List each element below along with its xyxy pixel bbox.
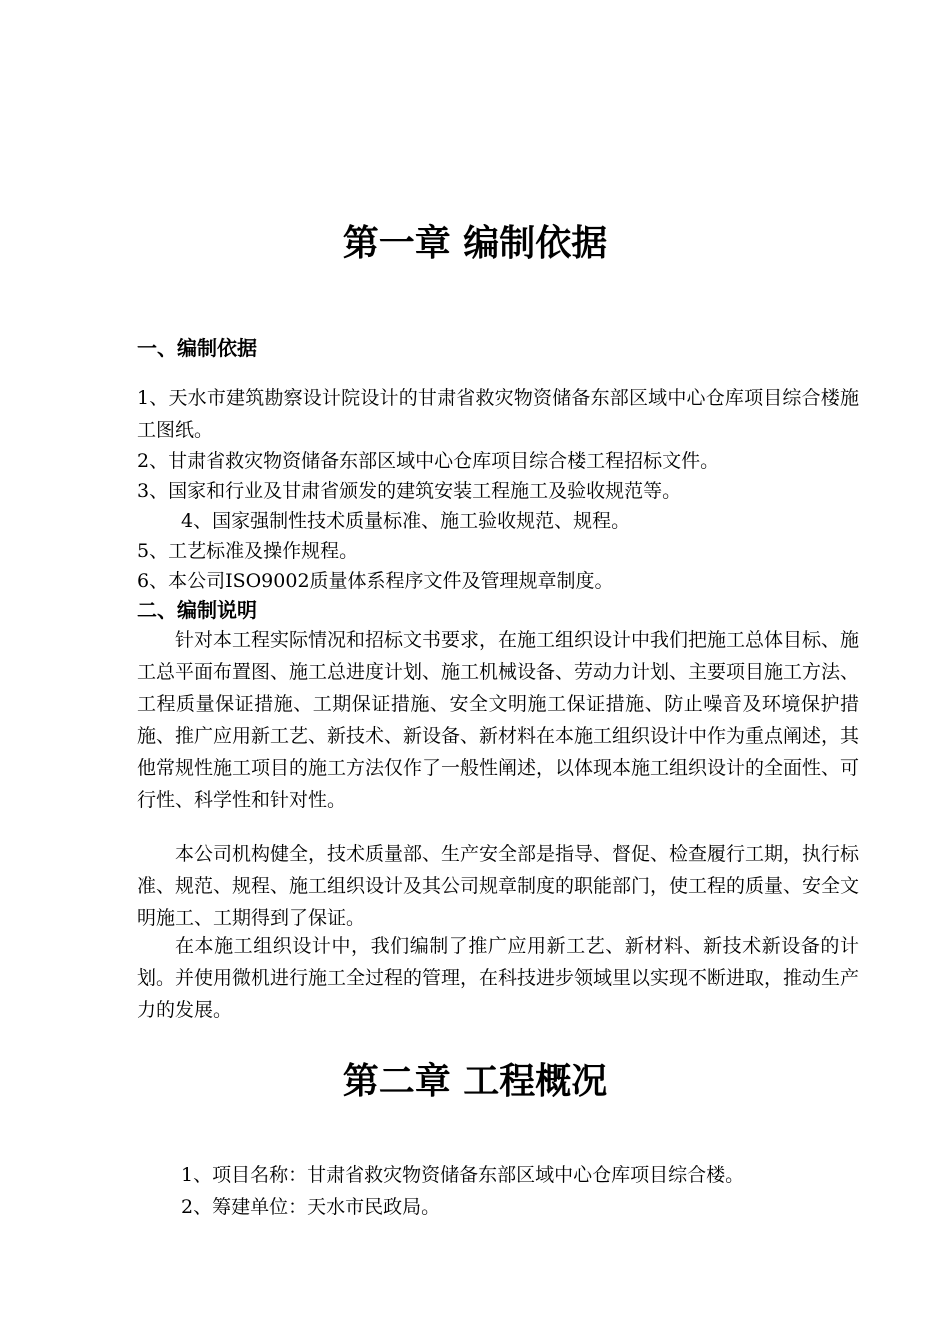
explanation-paragraph-3: 在本施工组织设计中，我们编制了推广应用新工艺、新材料、新技术新设备的计划。并使用微机进行施工全过程的管理，在科技进步领域里以实现不断进取，推动生产力的发展。	[137, 935, 860, 1021]
basis-item-1: 1、天水市建筑勘察设计院设计的甘肃省救灾物资储备东部区域中心仓库项目综合楼施工图纸。	[137, 387, 859, 441]
chapter-1-title: 第一章 编制依据	[342, 223, 608, 264]
chapter-2-title: 第二章 工程概况	[342, 1061, 608, 1102]
basis-item-2: 2、甘肃省救灾物资储备东部区域中心仓库项目综合楼工程招标文件。	[137, 450, 720, 472]
basis-item-3: 3、国家和行业及甘肃省颁发的建筑安装工程施工及验收规范等。	[137, 480, 682, 502]
basis-item-4: 4、国家强制性技术质量标准、施工验收规范、规程。	[181, 510, 631, 532]
section-1-heading: 一、编制依据	[137, 336, 257, 360]
basis-item-5: 5、工艺标准及操作规程。	[137, 540, 359, 562]
explanation-paragraph-1: 针对本工程实际情况和招标文书要求，在施工组织设计中我们把施工总体目标、施工总平面布置图、施工总进度计划、施工机械设备、劳动力计划、主要项目施工方法、工程质量保证措施、工期保证措施、安全文明施工保证措施、防止噪音及环境保护措施、推广应用新工艺、新技术、新设备、新材料在本施工组织设计中作为重点阐述，其他常规性施工项目的施工方法仅作了一般性阐述，以体现本施工组织设计的全面性、可行性、科学性和针对性。	[137, 629, 860, 811]
overview-item-2: 2、筹建单位：天水市民政局。	[181, 1196, 441, 1218]
section-2-heading: 二、编制说明	[137, 598, 257, 622]
overview-item-1: 1、项目名称：甘肃省救灾物资储备东部区域中心仓库项目综合楼。	[181, 1164, 745, 1186]
basis-item-6: 6、本公司ISO9002质量体系程序文件及管理规章制度。	[137, 570, 614, 592]
explanation-paragraph-2: 本公司机构健全，技术质量部、生产安全部是指导、督促、检查履行工期，执行标准、规范、规程、施工组织设计及其公司规章制度的职能部门，使工程的质量、安全文明施工、工期得到了保证。	[137, 843, 860, 929]
